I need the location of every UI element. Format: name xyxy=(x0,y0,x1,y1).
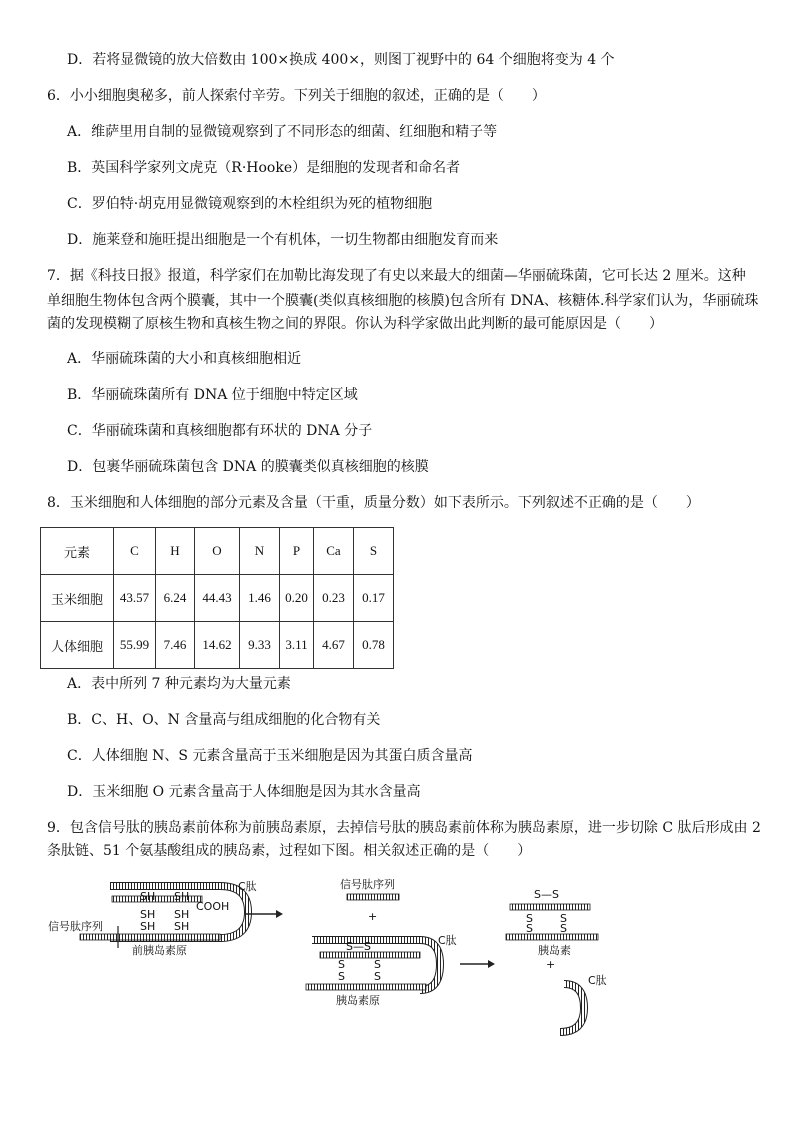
table-cell: 0.78 xyxy=(354,622,394,669)
sulfur-label: S xyxy=(338,958,345,971)
table-cell: 3.11 xyxy=(280,622,314,669)
q8-option-c: C．人体细胞 N、S 元素含量高于玉米细胞是因为其蛋白质含量高 xyxy=(67,748,473,764)
table-cell: 0.23 xyxy=(314,575,354,622)
signal-sequence-label: 信号肽序列 xyxy=(48,920,103,933)
q6-option-d: D．施莱登和施旺提出细胞是一个有机体，一切生物都由细胞发育而来 xyxy=(67,232,499,248)
table-cell: 43.57 xyxy=(114,575,156,622)
table-cell: 4.67 xyxy=(314,622,354,669)
q7-option-a: A．华丽硫珠菌的大小和真核细胞相近 xyxy=(67,351,302,367)
c-peptide-label: C肽 xyxy=(588,974,607,987)
sh-label: SH xyxy=(140,890,156,903)
q5-option-d: D．若将显微镜的放大倍数由 100×换成 400×，则图丁视野中的 64 个细胞将变为 4 个 xyxy=(67,52,615,68)
q7-stem-line1: 7．据《科技日报》报道，科学家们在加勒比海发现了有史以来最大的细菌—华丽硫珠菌，它可长达 2 厘米。这种 xyxy=(47,268,746,284)
q8-option-a: A．表中所列 7 种元素均为大量元素 xyxy=(67,676,291,692)
q7-stem-line2: 单细胞生物体包含两个膜囊，其中一个膜囊(类似真核细胞的核膜)包含所有 DNA、核糖体.科学家们认为，华丽硫珠 xyxy=(47,293,759,309)
insulin-label: 胰岛素 xyxy=(538,944,571,957)
q7-option-d: D．包裹华丽硫珠菌包含 DNA 的膜囊类似真核细胞的核膜 xyxy=(67,459,429,475)
sulfur-label: S xyxy=(526,912,533,925)
q6-stem: 6．小小细胞奥秘多，前人探索付辛劳。下列关于细胞的叙述，正确的是（ ） xyxy=(47,88,546,104)
table-cell: 44.43 xyxy=(195,575,240,622)
table-cell: 6.24 xyxy=(156,575,195,622)
table-header-cell: N xyxy=(240,528,280,575)
q6-option-c: C．罗伯特·胡克用显微镜观察到的木栓组织为死的植物细胞 xyxy=(67,196,433,212)
q8-stem: 8．玉米细胞和人体细胞的部分元素及含量（干重，质量分数）如下表所示。下列叙述不正确的是（ ） xyxy=(47,495,700,511)
proinsulin-label: 胰岛素原 xyxy=(336,994,380,1007)
table-cell: 人体细胞 xyxy=(41,622,114,669)
sulfur-label: S xyxy=(374,958,381,971)
signal-sequence-label: 信号肽序列 xyxy=(340,878,395,891)
sulfur-label: S xyxy=(374,970,381,983)
table-cell: 0.17 xyxy=(354,575,394,622)
q7-stem-line3: 菌的发现模糊了原核生物和真核生物之间的界限。你认为科学家做出此判断的最可能原因是（ ） xyxy=(47,316,663,332)
pre-proinsulin-structure xyxy=(48,879,257,957)
c-peptide-label: C肽 xyxy=(238,880,257,893)
q9-stem-line1: 9．包含信号肽的胰岛素前体称为前胰岛素原，去掉信号肽的胰岛素前体称为胰岛素原，进一步切除 C 肽后形成由 2 xyxy=(47,820,761,836)
q8-option-b: B．C、H、O、N 含量高与组成细胞的化合物有关 xyxy=(67,712,381,728)
arrow-1-head xyxy=(276,910,283,918)
table-header-cell: 元素 xyxy=(41,528,114,575)
table-header-cell: P xyxy=(280,528,314,575)
table-header-cell: S xyxy=(354,528,394,575)
q7-option-c: C．华丽硫珠菌和真核细胞都有环状的 DNA 分子 xyxy=(67,423,373,439)
table-header-cell: H xyxy=(156,528,195,575)
sulfur-label: S xyxy=(560,912,567,925)
pre-proinsulin-label: 前胰岛素原 xyxy=(132,944,187,957)
q6-option-b: B．英国科学家列文虎克（R·Hooke）是细胞的发现者和命名者 xyxy=(67,160,461,176)
proinsulin-structure xyxy=(306,877,457,1007)
arrow-2-head xyxy=(488,960,495,968)
cooh-label: COOH xyxy=(196,900,230,913)
table-cell: 7.46 xyxy=(156,622,195,669)
sh-label: SH xyxy=(174,890,190,903)
table-header-cell: O xyxy=(195,528,240,575)
table-cell: 9.33 xyxy=(240,622,280,669)
table-cell: 玉米细胞 xyxy=(41,575,114,622)
q6-option-a: A．维萨里用自制的显微镜观察到了不同形态的细菌、红细胞和精子等 xyxy=(67,124,498,140)
table-row xyxy=(41,575,394,622)
c-peptide-fragment xyxy=(560,973,607,1032)
table-cell: 0.20 xyxy=(280,575,314,622)
sh-label: SH xyxy=(140,920,156,933)
table-cell: 55.99 xyxy=(114,622,156,669)
plus-sign: + xyxy=(368,910,378,923)
disulfide-label: S—S xyxy=(346,940,371,953)
table-header-cell: C xyxy=(114,528,156,575)
table-header-row xyxy=(41,528,394,575)
element-table xyxy=(40,527,394,669)
sulfur-label: S xyxy=(526,922,533,935)
insulin-processing-diagram xyxy=(40,872,720,1042)
table-cell: 1.46 xyxy=(240,575,280,622)
disulfide-label: S—S xyxy=(534,888,559,901)
insulin-structure xyxy=(506,888,598,971)
q7-option-b: B．华丽硫珠菌所有 DNA 位于细胞中特定区域 xyxy=(67,387,358,403)
sh-label: SH xyxy=(174,908,190,921)
sulfur-label: S xyxy=(338,970,345,983)
q8-option-d: D．玉米细胞 O 元素含量高于人体细胞是因为其水含量高 xyxy=(67,784,421,800)
table-header-cell: Ca xyxy=(314,528,354,575)
sh-label: SH xyxy=(140,908,156,921)
table-row xyxy=(41,622,394,669)
table-cell: 14.62 xyxy=(195,622,240,669)
q9-stem-line2: 条肽链、51 个氨基酸组成的胰岛素，过程如下图。相关叙述正确的是（ ） xyxy=(47,843,532,859)
c-peptide-label: C肽 xyxy=(438,934,457,947)
sulfur-label: S xyxy=(560,922,567,935)
plus-sign: + xyxy=(546,958,556,971)
sh-label: SH xyxy=(174,920,190,933)
